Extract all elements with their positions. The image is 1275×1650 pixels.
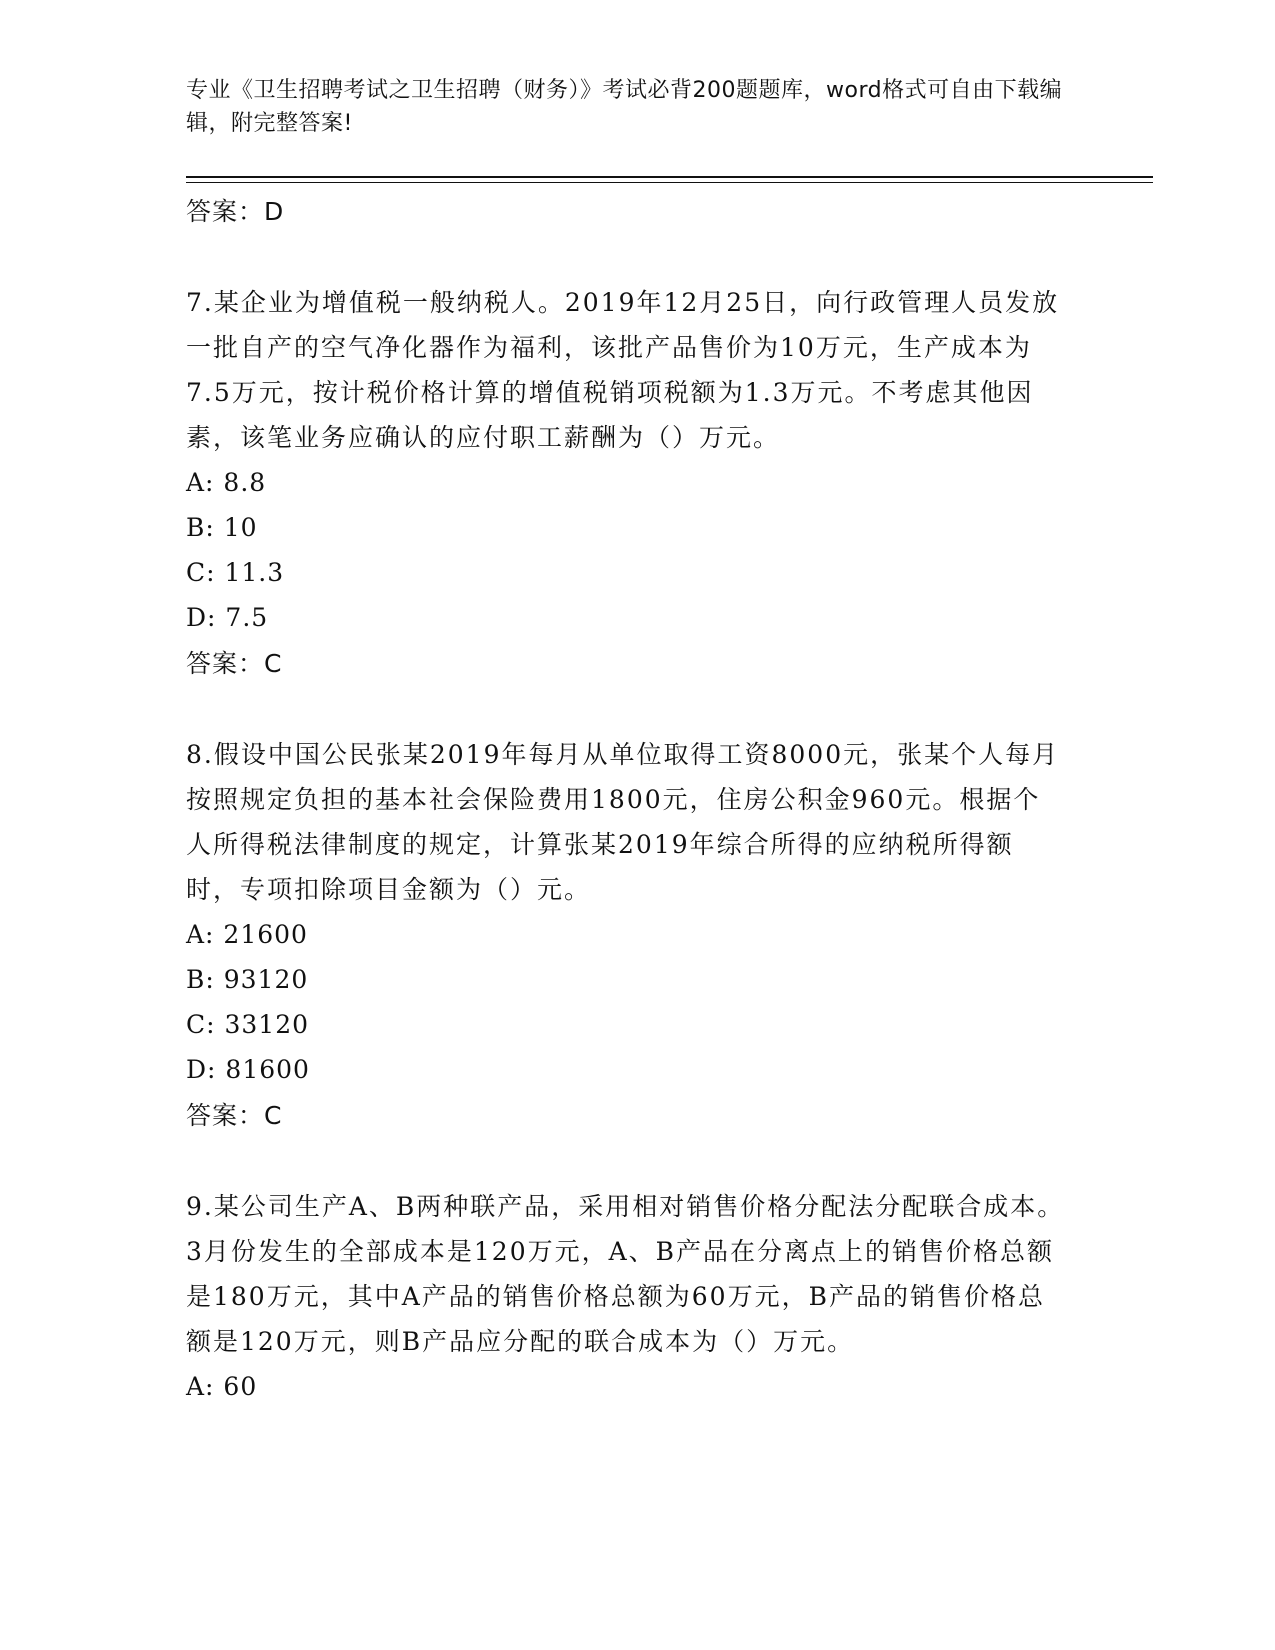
previous-answer: 答案：D [186,197,285,226]
header-divider-thin [186,182,1153,183]
option-c: C: 11.3 [186,558,285,587]
option-a: A: 21600 [186,920,308,949]
question-list [186,188,1086,1409]
header-divider [186,176,1153,178]
option-b: B: 10 [186,513,258,542]
question-8 [186,732,1086,1140]
answer-text: 答案：C [186,649,283,678]
option-a: A: 60 [186,1372,258,1401]
question-7 [186,280,1086,688]
option-b: B: 93120 [186,965,309,994]
document-header: 专业《卫生招聘考试之卫生招聘（财务）》考试必背200题题库，word格式可自由下载编辑，附完整答案! [186,78,1063,136]
question-text: 7.某企业为增值税一般纳税人。2019年12月25日，向行政管理人员发放一批自产的空气净化器作为福利，该批产品售价为10万元，生产成本为7.5万元，按计税价格计算的增值税销项税额为1.3万元。不考虑其他因素，该笔业务应确认的应付职工薪酬为（）万元。 [186,288,1060,452]
option-c: C: 33120 [186,1010,310,1039]
option-a: A: 8.8 [186,468,267,497]
option-d: D: 81600 [186,1055,310,1084]
answer-text: 答案：C [186,1101,283,1130]
option-d: D: 7.5 [186,603,269,632]
question-text: 9.某公司生产A、B两种联产品，采用相对销售价格分配法分配联合成本。3月份发生的全部成本是120万元，A、B产品在分离点上的销售价格总额是180万元，其中A产品的销售价格总额为60万元，B产品的销售价格总额是120万元，则B产品应分配的联合成本为（）万元。 [186,1192,1065,1356]
question-text: 8.假设中国公民张某2019年每月从单位取得工资8000元，张某个人每月按照规定负担的基本社会保险费用1800元，住房公积金960元。根据个人所得税法律制度的规定，计算张某2019年综合所得的应纳税所得额时，专项扣除项目金额为（）元。 [186,740,1060,904]
question-9 [186,1184,1086,1409]
